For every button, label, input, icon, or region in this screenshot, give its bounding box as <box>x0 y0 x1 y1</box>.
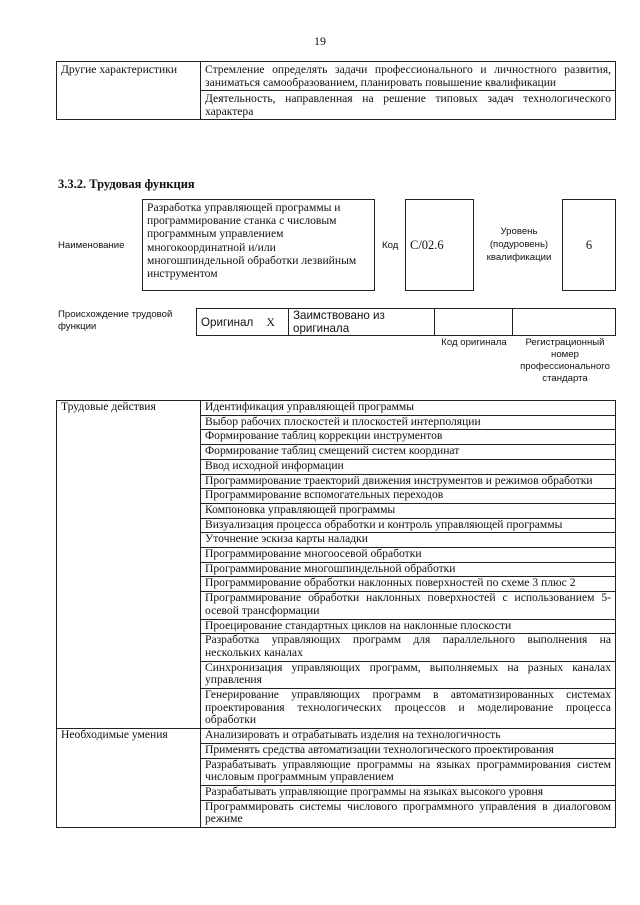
code-original-cell <box>435 309 513 336</box>
table-cell: Разрабатывать управляющие программы на языках программирования систем числовым программным управлением <box>201 758 616 785</box>
row-label: Трудовые действия <box>57 401 201 729</box>
original-label: Оригинал <box>197 309 263 336</box>
table-cell: Программирование обработки наклонных поверхностей по схеме 3 плюс 2 <box>201 577 616 592</box>
table-row <box>57 62 616 91</box>
reg-number-cell <box>513 309 616 336</box>
table-cell: Программирование многоосевой обработки <box>201 548 616 563</box>
table-cell: Программирование многошпиндельной обработки <box>201 562 616 577</box>
origin-label: Происхождение трудовой функции <box>58 309 173 332</box>
level-label: Уровень (подуровень) квалификации <box>486 226 552 263</box>
table-cell: Идентификация управляющей программы <box>201 401 616 416</box>
page-number: 19 <box>314 34 326 48</box>
row-label: Необходимые умения <box>57 729 201 828</box>
function-name: Разработка управляющей программы и программирование станка с числовым программным управлением многокоординатной и/или многошпиндельной обработки лезвийным инструментом <box>142 199 375 291</box>
table-cell: Визуализация процесса обработки и контроль управляющей программы <box>201 518 616 533</box>
other-characteristics-table <box>56 61 616 120</box>
table-cell: Уточнение эскиза карты наладки <box>201 533 616 548</box>
reg-number-label: Регистрационный номер профессионального стандарта <box>520 337 610 384</box>
name-label: Наименование <box>58 240 125 251</box>
table-cell: Проецирование стандартных циклов на наклонные плоскости <box>201 619 616 634</box>
table-cell: Разрабатывать управляющие программы на языках высокого уровня <box>201 785 616 800</box>
row-label: Другие характеристики <box>57 62 201 120</box>
table-row <box>197 309 616 336</box>
qualification-level: 6 <box>562 199 616 291</box>
table-cell: Компоновка управляющей программы <box>201 503 616 518</box>
table-cell: Деятельность, направленная на решение типовых задач технологического характера <box>201 91 616 120</box>
table-cell: Анализировать и отрабатывать изделия на технологичность <box>201 729 616 744</box>
table-cell: Выбор рабочих плоскостей и плоскостей интерполяции <box>201 415 616 430</box>
table-cell: Синхронизация управляющих программ, выполняемых на разных каналах управления <box>201 661 616 688</box>
table-cell: Стремление определять задачи профессионального и личностного развития, заниматься самообразованием, планировать повышение квалификации <box>201 62 616 91</box>
table-cell: Формирование таблиц смещений систем координат <box>201 445 616 460</box>
table-cell: Генерирование управляющих программ в автоматизированных системах проектирования технологических процессов и моделирование процесса обработки <box>201 689 616 729</box>
actions-skills-table <box>56 400 616 828</box>
function-code: C/02.6 <box>405 199 474 291</box>
table-row <box>57 729 616 744</box>
code-label: Код <box>382 240 399 251</box>
table-cell: Применять средства автоматизации технологического проектирования <box>201 743 616 758</box>
table-cell: Ввод исходной информации <box>201 459 616 474</box>
table-row <box>57 401 616 416</box>
table-cell: Программировать системы числового программного управления в диалоговом режиме <box>201 800 616 827</box>
origin-table <box>196 308 616 336</box>
borrowed-label: Заимствовано из оригинала <box>289 309 435 336</box>
table-cell: Программирование обработки наклонных поверхностей с использованием 5-осевой трансформации <box>201 592 616 619</box>
table-cell: Разработка управляющих программ для параллельного выполнения на нескольких каналах <box>201 634 616 661</box>
section-title: 3.3.2. Трудовая функция <box>58 177 195 191</box>
table-cell: Программирование траекторий движения инструментов и режимов обработки <box>201 474 616 489</box>
table-cell: Программирование вспомогательных переходов <box>201 489 616 504</box>
table-cell: Формирование таблиц коррекции инструментов <box>201 430 616 445</box>
original-mark: X <box>263 309 289 336</box>
code-original-label: Код оригинала <box>441 337 507 348</box>
